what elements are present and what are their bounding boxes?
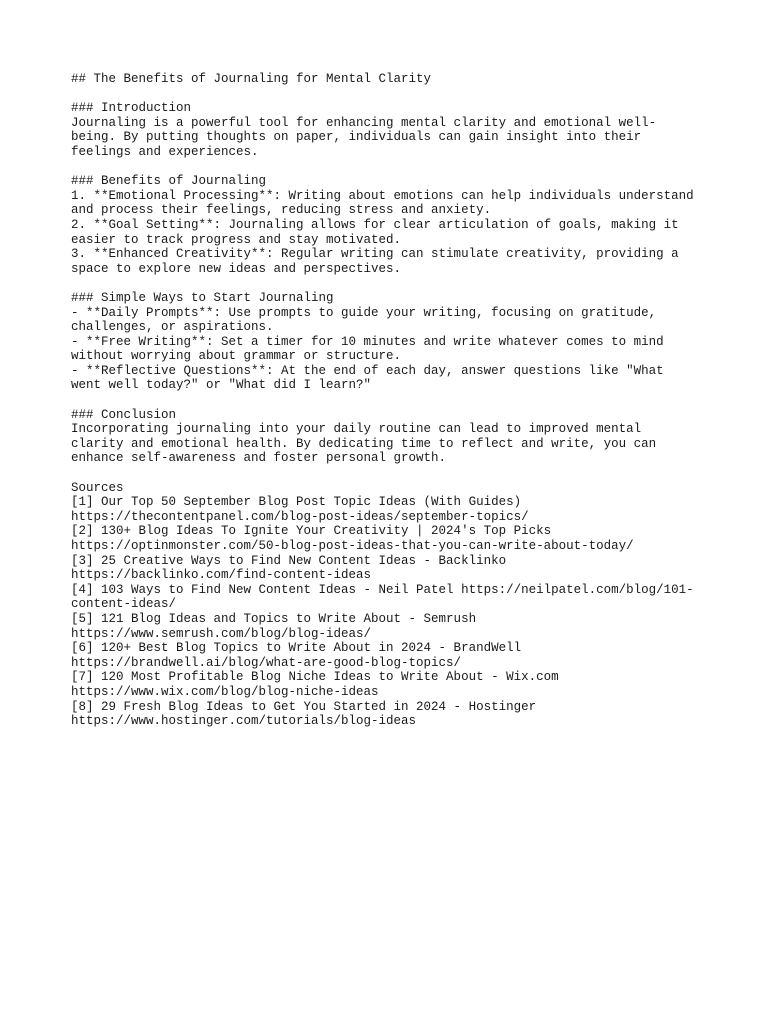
list-item-line: challenges, or aspirations. — [71, 320, 274, 335]
document-page — [71, 72, 751, 729]
section-heading-introduction: ### Introduction — [71, 101, 192, 116]
section-heading-conclusion: ### Conclusion — [71, 407, 177, 422]
spacer — [71, 87, 751, 102]
paragraph-line: Incorporating journaling into your daily routine can lead to improved mental — [71, 422, 642, 437]
source-title: [8] 29 Fresh Blog Ideas to Get You Started in 2024 - Hostinger — [71, 699, 537, 714]
list-item-line: and process their feelings, reducing stress and anxiety. — [71, 203, 492, 218]
source-url: https://optinmonster.com/50-blog-post-ideas-that-you-can-write-about-today/ — [71, 539, 634, 553]
source-url: https://www.wix.com/blog/blog-niche-ideas — [71, 684, 379, 699]
paragraph-line: Journaling is a powerful tool for enhancing mental clarity and emotional well- — [71, 115, 657, 130]
list-item-line: - **Free Writing**: Set a timer for 10 minutes and write whatever comes to mind — [71, 334, 664, 349]
source-url: https://thecontentpanel.com/blog-post-ideas/september-topics/ — [71, 509, 529, 524]
section-heading-simple-ways: ### Simple Ways to Start Journaling — [71, 290, 334, 305]
list-item-line: 1. **Emotional Processing**: Writing about emotions can help individuals understand — [71, 188, 694, 203]
list-item-line: - **Daily Prompts**: Use prompts to guide your writing, focusing on gratitude, — [71, 305, 657, 320]
spacer — [71, 276, 751, 291]
source-title: [4] 103 Ways to Find New Content Ideas - Neil Patel https://neilpatel.com/blog/101- — [71, 582, 694, 597]
list-item-line: easier to track progress and stay motivated. — [71, 232, 402, 247]
list-item-line: without worrying about grammar or structure. — [71, 349, 402, 364]
source-url: https://brandwell.ai/blog/what-are-good-blog-topics/ — [71, 655, 462, 670]
list-item-line: 3. **Enhanced Creativity**: Regular writing can stimulate creativity, providing a — [71, 247, 679, 262]
sources-heading: Sources — [71, 480, 124, 495]
list-item-line: space to explore new ideas and perspectives. — [71, 261, 402, 276]
section-heading-benefits: ### Benefits of Journaling — [71, 174, 267, 189]
source-url: https://www.semrush.com/blog/blog-ideas/ — [71, 626, 372, 641]
source-title: [2] 130+ Blog Ideas To Ignite Your Creativity | 2024's Top Picks — [71, 524, 552, 539]
paragraph-line: enhance self-awareness and foster personal growth. — [71, 451, 447, 466]
source-title: [6] 120+ Best Blog Topics to Write About in 2024 - BrandWell — [71, 641, 522, 656]
source-url: https://backlinko.com/find-content-ideas — [71, 568, 372, 583]
list-item-line: 2. **Goal Setting**: Journaling allows for clear articulation of goals, making it — [71, 217, 679, 232]
source-url: content-ideas/ — [71, 597, 177, 612]
paragraph-line: being. By putting thoughts on paper, individuals can gain insight into their — [71, 130, 642, 145]
list-item-line: - **Reflective Questions**: At the end of each day, answer questions like "What — [71, 363, 664, 378]
list-item-line: went well today?" or "What did I learn?" — [71, 378, 372, 393]
paragraph-line: clarity and emotional health. By dedicating time to reflect and write, you can — [71, 436, 657, 451]
document-title: ## The Benefits of Journaling for Mental Clarity — [71, 72, 432, 86]
source-title: [3] 25 Creative Ways to Find New Content Ideas - Backlinko — [71, 553, 507, 568]
source-url: https://www.hostinger.com/tutorials/blog-ideas — [71, 714, 417, 729]
source-title: [7] 120 Most Profitable Blog Niche Ideas to Write About - Wix.com — [71, 670, 559, 685]
spacer — [71, 160, 751, 175]
spacer — [71, 466, 751, 481]
paragraph-line: feelings and experiences. — [71, 144, 259, 159]
spacer — [71, 393, 751, 408]
source-title: [1] Our Top 50 September Blog Post Topic Ideas (With Guides) — [71, 495, 522, 510]
source-title: [5] 121 Blog Ideas and Topics to Write About - Semrush — [71, 611, 477, 626]
